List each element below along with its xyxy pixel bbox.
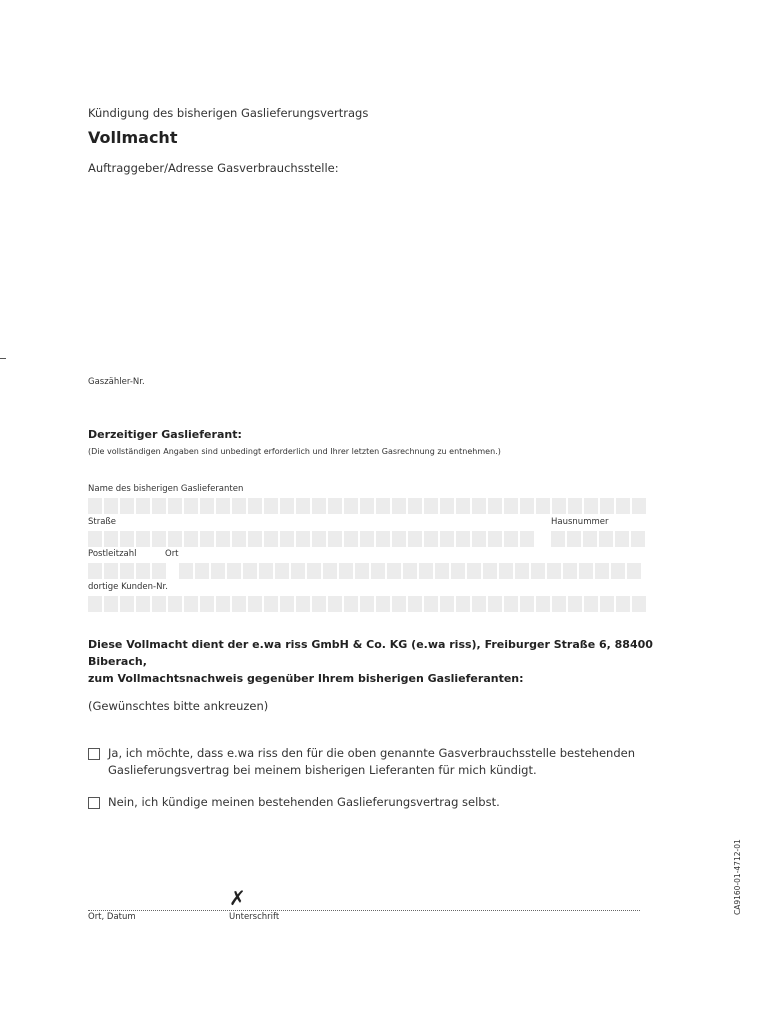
address-label: Auftraggeber/Adresse Gasverbrauchsstelle: <box>88 161 339 175</box>
input-cell[interactable] <box>567 531 581 547</box>
meter-number-label: Gaszähler-Nr. <box>88 377 145 387</box>
form-subtitle: Kündigung des bisherigen Gaslieferungsvertrags <box>88 106 369 120</box>
input-cell[interactable] <box>488 531 502 547</box>
input-cell[interactable] <box>296 531 310 547</box>
input-cell[interactable] <box>88 596 102 612</box>
input-cell[interactable] <box>248 498 262 514</box>
input-cell[interactable] <box>184 498 198 514</box>
input-cell[interactable] <box>552 596 566 612</box>
input-cell[interactable] <box>216 596 230 612</box>
input-cell[interactable] <box>472 498 486 514</box>
input-cell[interactable] <box>419 563 433 579</box>
input-cell[interactable] <box>179 563 193 579</box>
city-label: Ort <box>165 549 179 559</box>
zip-label: Postleitzahl <box>88 549 137 559</box>
input-cell[interactable] <box>456 498 470 514</box>
input-cell[interactable] <box>104 563 118 579</box>
input-cell[interactable] <box>472 596 486 612</box>
house-number-field[interactable] <box>551 531 645 547</box>
input-cell[interactable] <box>323 563 337 579</box>
input-cell[interactable] <box>227 563 241 579</box>
authorization-statement <box>88 636 688 687</box>
signature-line[interactable] <box>88 910 640 911</box>
input-cell[interactable] <box>344 531 358 547</box>
place-date-label: Ort, Datum <box>88 912 136 922</box>
input-cell[interactable] <box>584 596 598 612</box>
input-cell[interactable] <box>595 563 609 579</box>
zip-field[interactable] <box>88 563 166 579</box>
input-cell[interactable] <box>520 531 534 547</box>
input-cell[interactable] <box>328 596 342 612</box>
input-cell[interactable] <box>600 498 614 514</box>
input-cell[interactable] <box>232 531 246 547</box>
house-number-label: Hausnummer <box>551 517 609 527</box>
input-cell[interactable] <box>280 498 294 514</box>
input-cell[interactable] <box>451 563 465 579</box>
input-cell[interactable] <box>355 563 369 579</box>
customer-number-field[interactable] <box>88 596 646 612</box>
input-cell[interactable] <box>584 498 598 514</box>
input-cell[interactable] <box>504 498 518 514</box>
input-cell[interactable] <box>328 498 342 514</box>
city-field[interactable] <box>179 563 641 579</box>
input-cell[interactable] <box>168 596 182 612</box>
input-cell[interactable] <box>259 563 273 579</box>
input-cell[interactable] <box>615 531 629 547</box>
option-no-label: Nein, ich kündige meinen bestehenden Gaslieferungsvertrag selbst. <box>108 795 500 809</box>
option-yes-checkbox[interactable] <box>88 748 100 760</box>
input-cell[interactable] <box>627 563 641 579</box>
fold-mark <box>0 358 6 359</box>
input-cell[interactable] <box>467 563 481 579</box>
input-cell[interactable] <box>611 563 625 579</box>
input-cell[interactable] <box>583 531 597 547</box>
input-cell[interactable] <box>200 498 214 514</box>
option-yes-label: Ja, ich möchte, dass e.wa riss den für die oben genannte Gasverbrauchsstelle bestehenden Gaslieferungsvertrag bei meinem bisherigen Lieferanten für mich kündigt. <box>108 746 635 777</box>
input-cell[interactable] <box>488 596 502 612</box>
input-cell[interactable] <box>328 531 342 547</box>
form-code: CA9160-01-4712-01 <box>733 839 742 915</box>
input-cell[interactable] <box>376 531 390 547</box>
input-cell[interactable] <box>280 531 294 547</box>
input-cell[interactable] <box>515 563 529 579</box>
input-cell[interactable] <box>371 563 385 579</box>
input-cell[interactable] <box>499 563 513 579</box>
input-cell[interactable] <box>408 596 422 612</box>
input-cell[interactable] <box>136 531 150 547</box>
option-no-checkbox[interactable] <box>88 797 100 809</box>
input-cell[interactable] <box>248 596 262 612</box>
supplier-note: (Die vollständigen Angaben sind unbedingt erforderlich und Ihrer letzten Gasrechnung zu entnehmen.) <box>88 447 501 456</box>
input-cell[interactable] <box>424 498 438 514</box>
input-cell[interactable] <box>387 563 401 579</box>
input-cell[interactable] <box>296 498 310 514</box>
input-cell[interactable] <box>248 531 262 547</box>
input-cell[interactable] <box>600 596 614 612</box>
input-cell[interactable] <box>307 563 321 579</box>
input-cell[interactable] <box>136 498 150 514</box>
input-cell[interactable] <box>200 531 214 547</box>
form-title: Vollmacht <box>88 128 178 147</box>
input-cell[interactable] <box>504 596 518 612</box>
input-cell[interactable] <box>88 563 102 579</box>
input-cell[interactable] <box>312 596 326 612</box>
input-cell[interactable] <box>264 596 278 612</box>
input-cell[interactable] <box>243 563 257 579</box>
input-cell[interactable] <box>579 563 593 579</box>
supplier-name-label: Name des bisherigen Gaslieferanten <box>88 484 244 494</box>
input-cell[interactable] <box>536 596 550 612</box>
input-cell[interactable] <box>435 563 449 579</box>
input-cell[interactable] <box>360 531 374 547</box>
input-cell[interactable] <box>403 563 417 579</box>
input-cell[interactable] <box>440 498 454 514</box>
input-cell[interactable] <box>136 563 150 579</box>
input-cell[interactable] <box>168 498 182 514</box>
input-cell[interactable] <box>504 531 518 547</box>
input-cell[interactable] <box>376 596 390 612</box>
statement-line-2: zum Vollmachtsnachweis gegenüber Ihrem bisherigen Gaslieferanten: <box>88 672 524 685</box>
input-cell[interactable] <box>408 531 422 547</box>
input-cell[interactable] <box>392 498 406 514</box>
input-cell[interactable] <box>264 531 278 547</box>
input-cell[interactable] <box>120 531 134 547</box>
input-cell[interactable] <box>392 596 406 612</box>
input-cell[interactable] <box>360 596 374 612</box>
input-cell[interactable] <box>152 531 166 547</box>
street-label: Straße <box>88 517 117 527</box>
input-cell[interactable] <box>232 596 246 612</box>
input-cell[interactable] <box>296 596 310 612</box>
input-cell[interactable] <box>488 498 502 514</box>
input-cell[interactable] <box>120 563 134 579</box>
input-cell[interactable] <box>632 498 646 514</box>
input-cell[interactable] <box>599 531 613 547</box>
input-cell[interactable] <box>264 498 278 514</box>
selection-hint: (Gewünschtes bitte ankreuzen) <box>88 699 269 713</box>
statement-line-1: Diese Vollmacht dient der e.wa riss GmbH & Co. KG (e.wa riss), Freiburger Straße 6, 88400 Biberach, <box>88 638 653 668</box>
input-cell[interactable] <box>631 531 645 547</box>
input-cell[interactable] <box>520 498 534 514</box>
input-cell[interactable] <box>531 563 545 579</box>
input-cell[interactable] <box>440 596 454 612</box>
input-cell[interactable] <box>456 596 470 612</box>
input-cell[interactable] <box>152 563 166 579</box>
customer-number-label: dortige Kunden-Nr. <box>88 582 168 592</box>
input-cell[interactable] <box>568 596 582 612</box>
input-cell[interactable] <box>616 596 630 612</box>
input-cell[interactable] <box>632 596 646 612</box>
input-cell[interactable] <box>88 531 102 547</box>
input-cell[interactable] <box>211 563 225 579</box>
input-cell[interactable] <box>152 498 166 514</box>
input-cell[interactable] <box>472 531 486 547</box>
input-cell[interactable] <box>104 498 118 514</box>
input-cell[interactable] <box>360 498 374 514</box>
input-cell[interactable] <box>408 498 422 514</box>
input-cell[interactable] <box>376 498 390 514</box>
input-cell[interactable] <box>280 596 294 612</box>
supplier-heading: Derzeitiger Gaslieferant: <box>88 428 242 441</box>
input-cell[interactable] <box>344 498 358 514</box>
input-cell[interactable] <box>551 531 565 547</box>
input-cell[interactable] <box>195 563 209 579</box>
input-cell[interactable] <box>568 498 582 514</box>
input-cell[interactable] <box>339 563 353 579</box>
input-cell[interactable] <box>184 596 198 612</box>
input-cell[interactable] <box>440 531 454 547</box>
input-cell[interactable] <box>120 596 134 612</box>
signature-label: Unterschrift <box>229 912 280 922</box>
input-cell[interactable] <box>424 531 438 547</box>
input-cell[interactable] <box>168 531 182 547</box>
street-field[interactable] <box>88 531 534 547</box>
input-cell[interactable] <box>547 563 561 579</box>
input-cell[interactable] <box>424 596 438 612</box>
input-cell[interactable] <box>104 596 118 612</box>
input-cell[interactable] <box>520 596 534 612</box>
input-cell[interactable] <box>136 596 150 612</box>
input-cell[interactable] <box>312 531 326 547</box>
input-cell[interactable] <box>392 531 406 547</box>
input-cell[interactable] <box>152 596 166 612</box>
input-cell[interactable] <box>216 498 230 514</box>
option-no[interactable] <box>88 794 648 811</box>
input-cell[interactable] <box>312 498 326 514</box>
input-cell[interactable] <box>536 498 550 514</box>
input-cell[interactable] <box>184 531 198 547</box>
input-cell[interactable] <box>88 498 102 514</box>
supplier-name-field[interactable] <box>88 498 646 514</box>
input-cell[interactable] <box>552 498 566 514</box>
input-cell[interactable] <box>200 596 214 612</box>
input-cell[interactable] <box>344 596 358 612</box>
input-cell[interactable] <box>456 531 470 547</box>
input-cell[interactable] <box>275 563 289 579</box>
input-cell[interactable] <box>291 563 305 579</box>
input-cell[interactable] <box>483 563 497 579</box>
input-cell[interactable] <box>563 563 577 579</box>
input-cell[interactable] <box>120 498 134 514</box>
option-yes[interactable] <box>88 745 648 779</box>
input-cell[interactable] <box>216 531 230 547</box>
signature-x-mark: ✗ <box>229 886 246 910</box>
input-cell[interactable] <box>616 498 630 514</box>
input-cell[interactable] <box>232 498 246 514</box>
input-cell[interactable] <box>104 531 118 547</box>
